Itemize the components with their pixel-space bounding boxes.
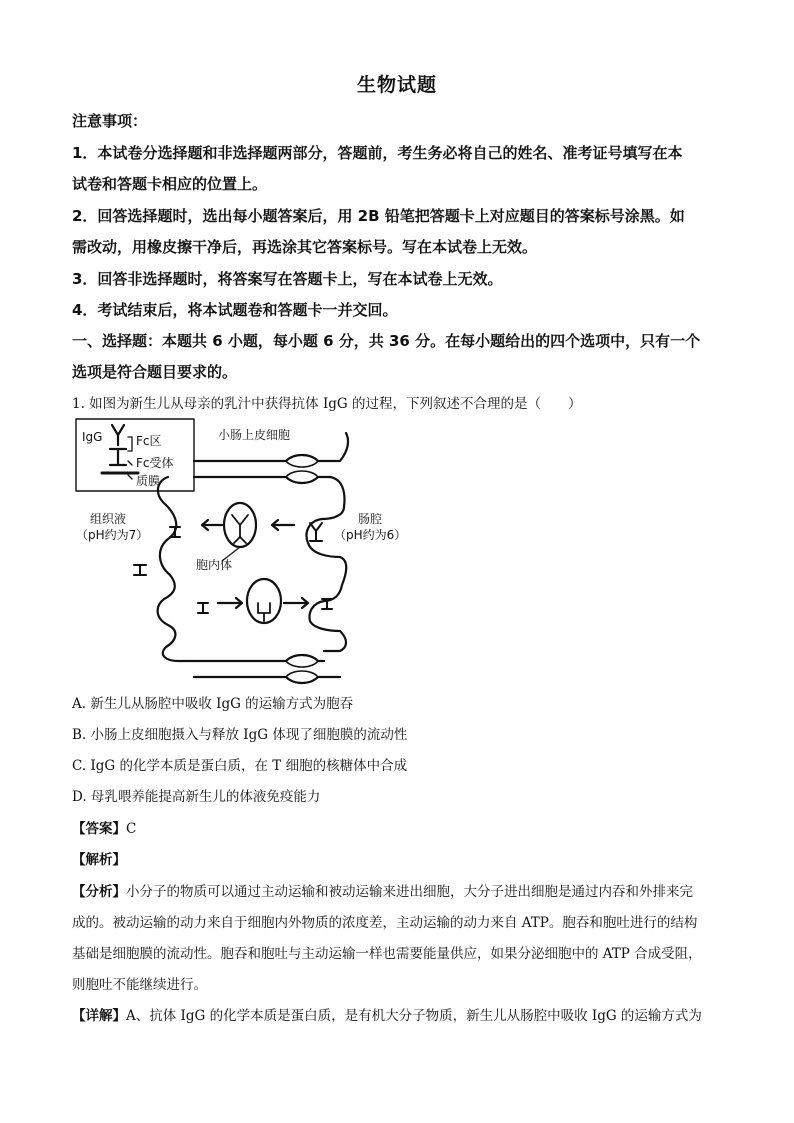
note-line: 试卷和答题卡相应的位置上。	[72, 175, 268, 193]
arrow-right-lower	[218, 598, 242, 608]
cell-membrane-left	[158, 477, 194, 661]
xiangjie-text: A、抗体 IgG 的化学本质是蛋白质，是有机大分子物质，新生儿从肠腔中吸收 IgG 的运输方式为	[126, 1008, 702, 1024]
analysis-tag-line	[72, 848, 126, 868]
answer-tag: 【答案】	[72, 821, 126, 837]
arrow-left-upper-2	[272, 520, 294, 530]
fenxi-tag: 【分析】	[72, 884, 126, 900]
fenxi-line: 成的。被动运输的动力来自于细胞内外物质的浓度差，主动运输的动力来自 ATP。胞吞和胞吐进行的结构	[72, 915, 698, 931]
arrow-left-upper	[202, 520, 222, 530]
arrow-right-lower-2	[284, 598, 308, 608]
cell-membrane-right	[307, 477, 347, 651]
note-line: 4．考试结束后，将本试题卷和答题卡一并交回。	[72, 301, 398, 319]
label-tissue-ph: （pH约为7）	[76, 528, 149, 542]
label-lumen-ph: （pH约为6）	[334, 528, 407, 542]
diagram-svg	[72, 415, 407, 685]
option-a: A. 新生儿从肠腔中吸收 IgG 的运输方式为胞吞	[72, 696, 354, 712]
igg-transport-diagram	[72, 415, 407, 685]
label-fc-region: Fc区	[136, 434, 162, 448]
label-lumen: 肠腔	[358, 512, 383, 526]
analysis-tag: 【解析】	[72, 852, 126, 868]
legend-receptor-icon	[110, 449, 126, 465]
option-c: C. IgG 的化学本质是蛋白质，在 T 细胞的核糖体中合成	[72, 758, 408, 774]
note-line: 2．回答选择题时，选出每小题答案后，用 2B 铅笔把答题卡上对应题目的答案标号涂黑。如	[72, 207, 685, 225]
label-igg: IgG	[82, 430, 103, 444]
xiangjie-line	[72, 1004, 702, 1024]
notes-heading: 注意事项：	[72, 112, 148, 130]
note-line: 1．本试卷分选择题和非选择题两部分，答题前，考生务必将自己的姓名、准考证号填写在本	[72, 144, 683, 162]
cell-membrane-bottom	[194, 655, 340, 683]
fenxi-text: 小分子的物质可以通过主动运输和被动运输来进出细胞，大分子进出细胞是通过内吞和外排来完	[126, 884, 693, 900]
note-line: 3．回答非选择题时，将答案写在答题卡上，写在本试卷上无效。	[72, 270, 503, 288]
section-heading: 一、选择题：本题共 6 小题，每小题 6 分，共 36 分。在每小题给出的四个选项中，只有一个	[72, 332, 701, 350]
question-stem: 1. 如图为新生儿从母亲的乳汁中获得抗体 IgG 的过程，下列叙述不合理的是（ ）	[72, 396, 582, 412]
label-tissue-fluid: 组织液	[90, 512, 127, 526]
legend-fc-bracket	[128, 437, 132, 451]
option-b: B. 小肠上皮细胞摄入与释放 IgG 体现了细胞膜的流动性	[72, 727, 408, 743]
option-d: D. 母乳喂养能提高新生儿的体液免疫能力	[72, 789, 321, 805]
label-endosome: 胞内体	[196, 558, 233, 572]
fenxi-line	[72, 880, 693, 900]
note-line: 需改动，用橡皮擦干净后，再选涂其它答案标号。写在本试卷上无效。	[72, 238, 538, 256]
xiangjie-tag: 【详解】	[72, 1008, 126, 1024]
section-heading-cont: 选项是符合题目要求的。	[72, 363, 238, 381]
fenxi-line: 则胞吐不能继续进行。	[72, 977, 207, 993]
answer-line	[72, 817, 136, 837]
fenxi-line: 基础是细胞膜的流动性。胞吞和胞吐与主动运输一样也需要能量供应，如果分泌细胞中的 ATP 合成受阻，	[72, 946, 702, 962]
answer-value: C	[126, 821, 137, 837]
label-cell: 小肠上皮细胞	[218, 428, 291, 442]
page-title: 生物试题	[356, 74, 437, 96]
legend-igg-icon	[112, 425, 124, 445]
label-membrane: 质膜	[136, 474, 161, 488]
label-fc-receptor: Fc受体	[136, 456, 174, 470]
